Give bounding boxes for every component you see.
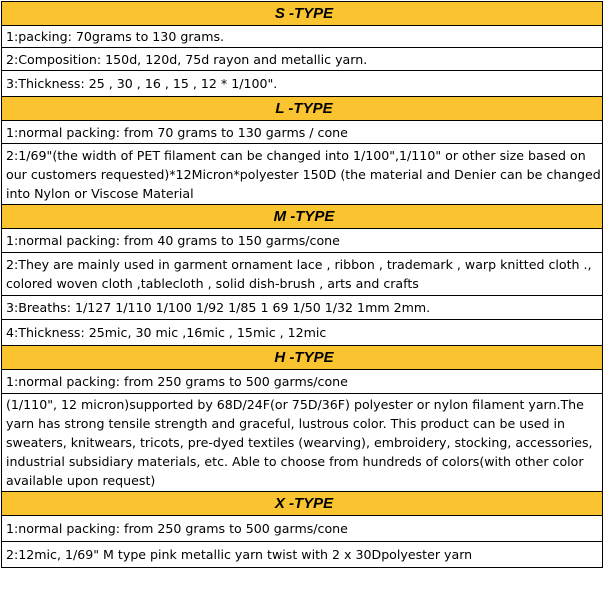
table-row (2, 121, 603, 144)
cell: 1:packing: 70grams to 130 grams. (2, 26, 603, 48)
table-row (2, 26, 603, 48)
cell: 3:Thickness: 25 , 30 , 16 , 15 , 12 * 1/100". (2, 71, 603, 97)
cell: 2:Composition: 150d, 120d, 75d rayon and metallic yarn. (2, 48, 603, 71)
table-row (2, 48, 603, 71)
section-header-l (2, 97, 603, 121)
cell: 2:They are mainly used in garment ornament lace , ribbon , trademark , warp knitted cloth ., colored woven cloth ,tablecloth , solid dish-brush , arts and crafts (2, 253, 603, 296)
cell: 3:Breaths: 1/127 1/110 1/100 1/92 1/85 1 69 1/50 1/32 1mm 2mm. (2, 296, 603, 320)
table-row (2, 394, 603, 492)
cell: 2:12mic, 1/69" M type pink metallic yarn twist with 2 x 30Dpolyester yarn (2, 542, 603, 568)
section-header-x (2, 492, 603, 516)
cell: 1:normal packing: from 70 grams to 130 garms / cone (2, 121, 603, 144)
table-row (2, 516, 603, 542)
table-row (2, 542, 603, 568)
cell: 1:normal packing: from 250 grams to 500 garms/cone (2, 370, 603, 394)
cell: 1:normal packing: from 40 grams to 150 garms/cone (2, 229, 603, 253)
section-title: M -TYPE (2, 205, 603, 229)
table-row (2, 320, 603, 346)
cell: 2:1/69"(the width of PET filament can be changed into 1/100",1/110" or other size based on our customers requested)*12Micron*polyester 150D (the material and Denier can be changed into Nylon or Viscose Material (2, 144, 603, 205)
table-row (2, 229, 603, 253)
table-row (2, 370, 603, 394)
table-row (2, 296, 603, 320)
section-title: S -TYPE (2, 2, 603, 26)
cell: 1:normal packing: from 250 grams to 500 garms/cone (2, 516, 603, 542)
section-header-s (2, 2, 603, 26)
section-title: L -TYPE (2, 97, 603, 121)
spec-table (1, 1, 603, 568)
section-header-m (2, 205, 603, 229)
section-header-h (2, 346, 603, 370)
table-row (2, 71, 603, 97)
table-row (2, 144, 603, 205)
cell: 4:Thickness: 25mic, 30 mic ,16mic , 15mic , 12mic (2, 320, 603, 346)
table-row (2, 253, 603, 296)
section-title: H -TYPE (2, 346, 603, 370)
cell: (1/110", 12 micron)supported by 68D/24F(or 75D/36F) polyester or nylon filament yarn.The yarn has strong tensile strength and graceful, lustrous color. This product can be used in sweaters, knitwears, tricots, pre-dyed textiles (wearving), embroidery, stocking, accessories, industrial subsidiary materials, etc. Able to choose from hundreds of colors(with other color available upon request) (2, 394, 603, 492)
section-title: X -TYPE (2, 492, 603, 516)
